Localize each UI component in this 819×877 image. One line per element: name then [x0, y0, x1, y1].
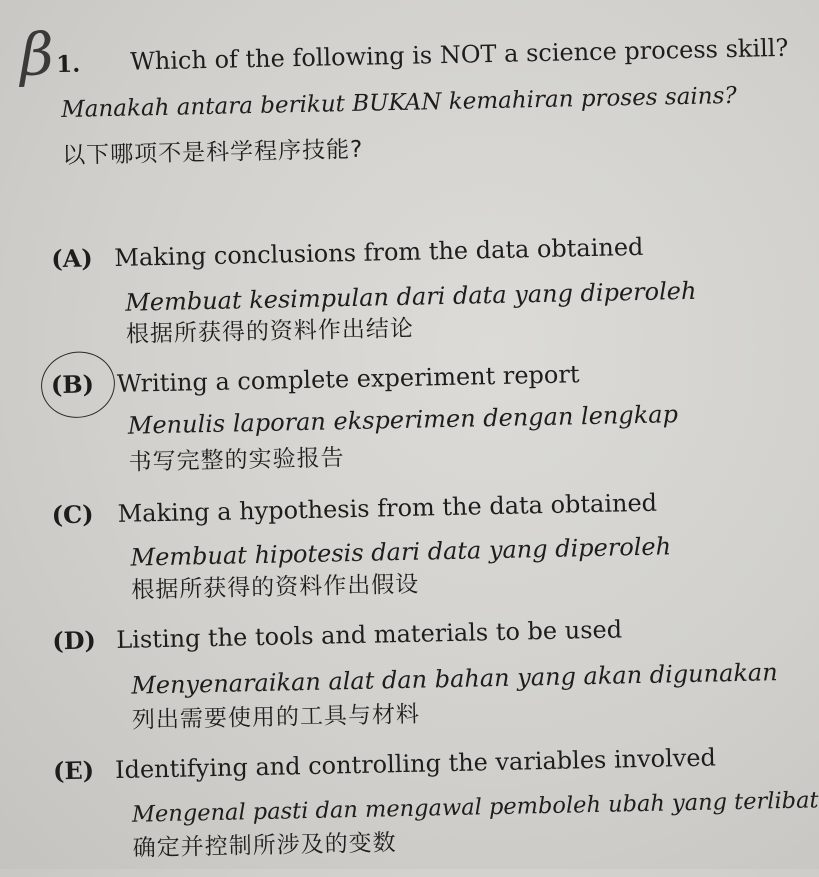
option-b-chinese: 书写完整的实验报告 [128, 445, 345, 476]
option-a-english: Making conclusions from the data obtained [114, 232, 644, 272]
option-e-chinese: 确定并控制所涉及的变数 [132, 830, 397, 862]
option-c-letter: (C) [51, 499, 94, 530]
option-c-english: Making a hypothesis from the data obtained [117, 488, 658, 528]
handwritten-answer-mark: β [19, 20, 55, 89]
question-chinese: 以下哪项不是科学程序技能? [61, 136, 364, 170]
question-number: 1. [55, 50, 81, 79]
option-d-chinese: 列出需要使用的工具与材料 [131, 701, 421, 734]
option-d-malay: Menyenaraikan alat dan bahan yang akan digunakan [131, 658, 778, 700]
option-b-malay: Menulis laporan eksperimen dengan lengkap [127, 400, 679, 440]
option-a-malay: Membuat kesimpulan dari data yang diperoleh [124, 276, 697, 317]
question-malay: Manakah antara berikut BUKAN kemahiran proses sains? [60, 82, 737, 124]
option-e-malay: Mengenal pasti dan mengawal pemboleh ubah yang terlibat [131, 787, 819, 828]
option-e-english: Identifying and controlling the variables involved [114, 743, 717, 785]
option-a-chinese: 根据所获得的资料作出结论 [125, 315, 415, 348]
option-c-chinese: 根据所获得的资料作出假设 [131, 571, 420, 604]
option-c-malay: Membuat hipotesis dari data yang diperoleh [130, 532, 672, 572]
option-a-letter: (A) [51, 243, 93, 274]
option-d-letter: (D) [52, 625, 97, 656]
option-e-letter: (E) [52, 755, 95, 786]
option-b-letter: (B) [50, 369, 95, 400]
question-english: Which of the following is NOT a science process skill? [129, 33, 789, 76]
option-b-english: Writing a complete experiment report [116, 360, 580, 398]
option-d-english: Listing the tools and materials to be used [116, 615, 623, 654]
